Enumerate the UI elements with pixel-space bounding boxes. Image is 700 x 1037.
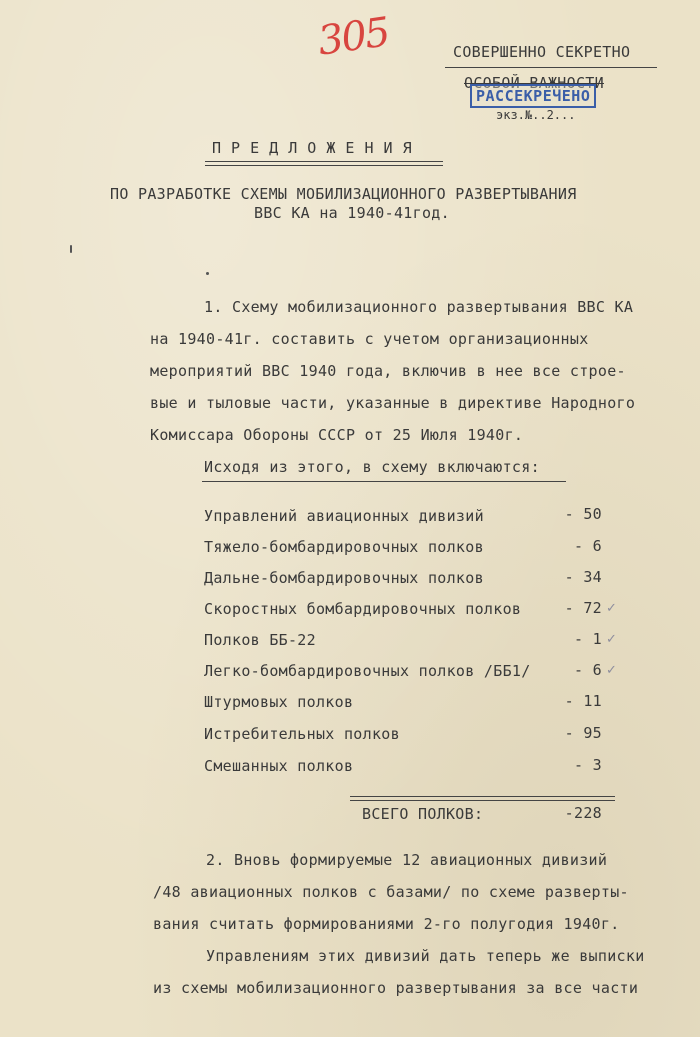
- list-item-name: Дальне-бомбардировочных полков: [204, 569, 484, 587]
- total-label: ВСЕГО ПОЛКОВ:: [362, 805, 484, 823]
- list-item-name: Скоростных бомбардировочных полков: [204, 600, 522, 618]
- check-mark-icon: ✓: [606, 663, 617, 678]
- list-item-value: - 95: [564, 724, 602, 742]
- total-value: -228: [564, 804, 602, 822]
- list-intro-underline: [202, 481, 566, 482]
- para2-line-5: из схемы мобилизационного развертывания за все части: [153, 979, 639, 997]
- para1-line-1: 1. Схему мобилизационного развертывания ВВС КА: [204, 298, 634, 316]
- classification-underline: [445, 67, 657, 68]
- list-item-name: Истребительных полков: [204, 725, 400, 743]
- para2-line-1: 2. Вновь формируемые 12 авиационных дивизий: [206, 851, 608, 869]
- list-item-name: Легко-бомбардировочных полков /ББ1/: [204, 662, 531, 680]
- list-intro: Исходя из этого, в схему включаются:: [204, 458, 540, 476]
- classification-copy-number: экз.№..2...: [496, 108, 576, 122]
- title-underline-2: [205, 165, 443, 166]
- classification-special-importance: ОСОБОЙ ВАЖНОСТИ: [464, 74, 604, 92]
- subtitle-line-1: ПО РАЗРАБОТКЕ СХЕМЫ МОБИЛИЗАЦИОННОГО РАЗВЕРТЫВАНИЯ: [110, 185, 577, 203]
- total-rule-1: [350, 796, 615, 797]
- list-item-name: Полков ББ-22: [204, 631, 316, 649]
- para1-line-2: на 1940-41г. составить с учетом организационных: [150, 330, 589, 348]
- para1-line-4: вые и тыловые части, указанные в директиве Народного: [150, 394, 636, 412]
- list-item-value: - 3: [574, 756, 602, 774]
- list-item-name: Смешанных полков: [204, 757, 354, 775]
- list-item-name: Управлений авиационных дивизий: [204, 507, 484, 525]
- ink-mark: [70, 245, 72, 253]
- handwritten-number: 305: [315, 9, 392, 65]
- ink-speck: [206, 272, 209, 275]
- list-item-value: - 6: [574, 661, 602, 679]
- declassified-stamp: РАССЕКРЕЧЕНО: [470, 84, 596, 108]
- subtitle-line-2: ВВС КА на 1940-41год.: [254, 204, 450, 222]
- para1-line-3: мероприятий ВВС 1940 года, включив в нее все строе-: [150, 362, 626, 380]
- list-item-name: Штурмовых полков: [204, 693, 354, 711]
- list-item-value: - 6: [574, 537, 602, 555]
- list-item-value: - 34: [564, 568, 602, 586]
- para2-line-2: /48 авиационных полков с базами/ по схеме разверты-: [153, 883, 629, 901]
- title-underline-1: [205, 161, 443, 162]
- list-item-value: - 1: [574, 630, 602, 648]
- check-mark-icon: ✓: [606, 632, 617, 647]
- list-item-value: - 50: [564, 505, 602, 523]
- document-title: П Р Е Д Л О Ж Е Н И Я: [212, 139, 413, 157]
- para1-line-5: Комиссара Обороны СССР от 25 Июля 1940г.: [150, 426, 524, 444]
- list-item-value: - 11: [564, 692, 602, 710]
- check-mark-icon: ✓: [606, 601, 617, 616]
- list-item-name: Тяжело-бомбардировочных полков: [204, 538, 484, 556]
- para2-line-3: вания считать формированиями 2-го полугодия 1940г.: [153, 915, 620, 933]
- list-item-value: - 72: [564, 599, 602, 617]
- classification-top-secret: СОВЕРШЕННО СЕКРЕТНО: [453, 43, 631, 61]
- total-rule-2: [350, 800, 615, 801]
- para2-line-4: Управлениям этих дивизий дать теперь же выписки: [206, 947, 645, 965]
